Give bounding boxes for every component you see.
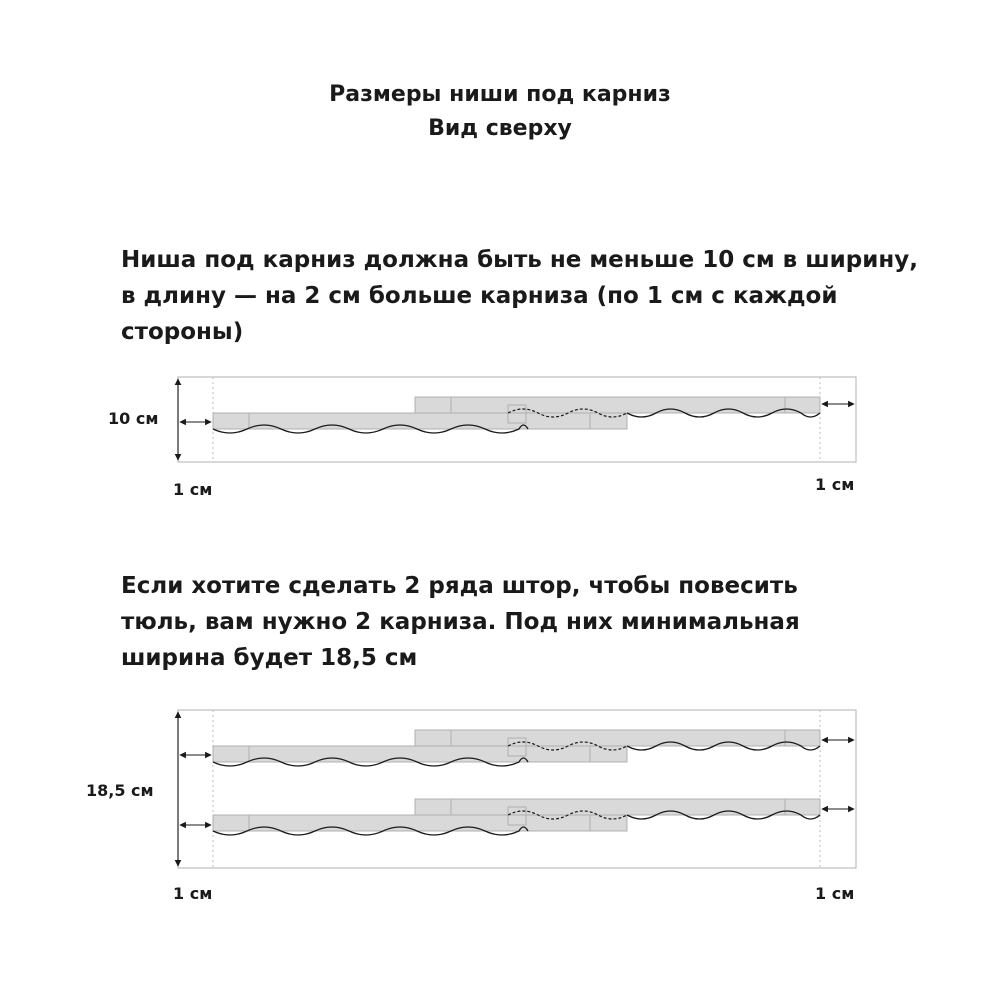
- page-title: [0, 78, 1000, 146]
- section2-width-label: 18,5 см: [86, 781, 154, 800]
- section1-line-3: стороны): [121, 319, 244, 345]
- title-line-2: Вид сверху: [428, 116, 572, 141]
- section1-right-gap-label: 1 см: [815, 475, 855, 494]
- d2b-back-rail: [415, 799, 820, 815]
- section1-width-label: 10 см: [108, 409, 159, 428]
- section2-left-gap-label: 1 см: [173, 884, 213, 903]
- section1-line-1: Ниша под карниз должна быть не меньше 10 см в ширину,: [121, 247, 918, 273]
- section2-description: [121, 568, 941, 676]
- title-line-1: Размеры ниши под карниз: [329, 82, 671, 107]
- section2-right-gap-label: 1 см: [815, 884, 855, 903]
- section1-description: [121, 242, 941, 350]
- d2a-back-rail: [415, 730, 820, 746]
- section1-left-gap-label: 1 см: [173, 480, 213, 499]
- section2-line-1: Если хотите сделать 2 ряда штор, чтобы повесить: [121, 573, 798, 599]
- d1-back-rail: [415, 397, 820, 413]
- section1-line-2: в длину — на 2 см больше карниза (по 1 см с каждой: [121, 283, 838, 309]
- section2-line-3: ширина будет 18,5 см: [121, 645, 418, 671]
- section2-line-2: тюль, вам нужно 2 карниза. Под них минимальная: [121, 609, 800, 635]
